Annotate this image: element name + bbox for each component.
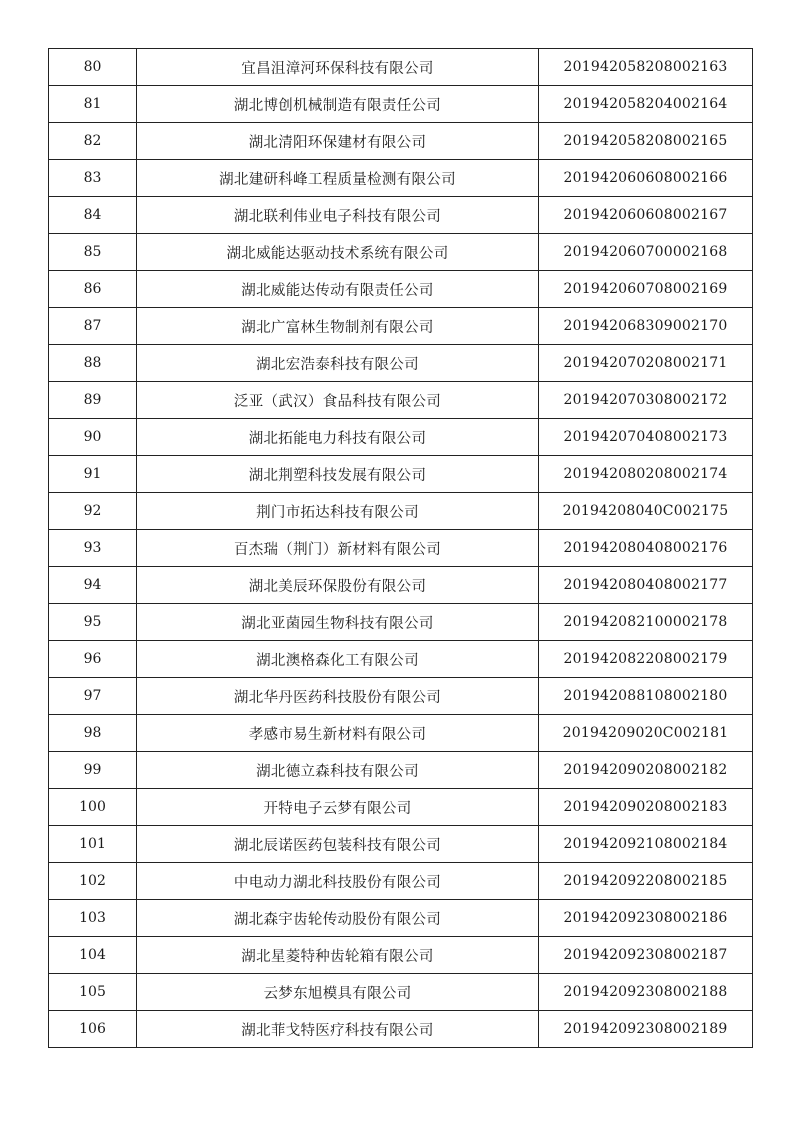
table-row [49, 197, 753, 234]
table-row [49, 567, 753, 604]
registration-code-cell: 201942060608002166 [539, 160, 753, 197]
table-body [49, 49, 753, 1048]
company-name-cell: 湖北华丹医药科技股份有限公司 [137, 678, 539, 715]
company-name-cell: 湖北德立森科技有限公司 [137, 752, 539, 789]
table-row [49, 826, 753, 863]
table-row [49, 86, 753, 123]
row-number-cell: 81 [49, 86, 137, 123]
table-row [49, 752, 753, 789]
company-name-cell: 湖北威能达传动有限责任公司 [137, 271, 539, 308]
registration-code-cell: 201942080208002174 [539, 456, 753, 493]
registration-code-cell: 201942092308002188 [539, 974, 753, 1011]
registration-code-cell: 201942090208002183 [539, 789, 753, 826]
registration-code-cell: 201942082208002179 [539, 641, 753, 678]
row-number-cell: 100 [49, 789, 137, 826]
company-name-cell: 百杰瑞（荆门）新材料有限公司 [137, 530, 539, 567]
registration-code-cell: 201942092308002189 [539, 1011, 753, 1048]
registration-code-cell: 201942070208002171 [539, 345, 753, 382]
company-name-cell: 荆门市拓达科技有限公司 [137, 493, 539, 530]
row-number-cell: 99 [49, 752, 137, 789]
table-row [49, 530, 753, 567]
table-row [49, 345, 753, 382]
row-number-cell: 87 [49, 308, 137, 345]
table-row [49, 715, 753, 752]
row-number-cell: 86 [49, 271, 137, 308]
company-list-table [48, 48, 753, 1048]
row-number-cell: 93 [49, 530, 137, 567]
registration-code-cell: 20194209020C002181 [539, 715, 753, 752]
table-row [49, 123, 753, 160]
company-name-cell: 湖北威能达驱动技术系统有限公司 [137, 234, 539, 271]
registration-code-cell: 201942058208002163 [539, 49, 753, 86]
row-number-cell: 91 [49, 456, 137, 493]
table-row [49, 456, 753, 493]
table-row [49, 234, 753, 271]
table-row [49, 49, 753, 86]
table-row [49, 160, 753, 197]
company-name-cell: 宜昌沮漳河环保科技有限公司 [137, 49, 539, 86]
table-row [49, 974, 753, 1011]
row-number-cell: 104 [49, 937, 137, 974]
row-number-cell: 82 [49, 123, 137, 160]
row-number-cell: 96 [49, 641, 137, 678]
registration-code-cell: 201942090208002182 [539, 752, 753, 789]
company-name-cell: 湖北亚菌园生物科技有限公司 [137, 604, 539, 641]
row-number-cell: 95 [49, 604, 137, 641]
company-name-cell: 湖北菲戈特医疗科技有限公司 [137, 1011, 539, 1048]
registration-code-cell: 201942058208002165 [539, 123, 753, 160]
company-name-cell: 湖北澳格森化工有限公司 [137, 641, 539, 678]
table-row [49, 1011, 753, 1048]
registration-code-cell: 201942060608002167 [539, 197, 753, 234]
company-name-cell: 中电动力湖北科技股份有限公司 [137, 863, 539, 900]
registration-code-cell: 201942068309002170 [539, 308, 753, 345]
registration-code-cell: 20194208040C002175 [539, 493, 753, 530]
registration-code-cell: 201942080408002176 [539, 530, 753, 567]
registration-code-cell: 201942088108002180 [539, 678, 753, 715]
table-row [49, 604, 753, 641]
company-name-cell: 开特电子云梦有限公司 [137, 789, 539, 826]
company-name-cell: 湖北辰诺医药包装科技有限公司 [137, 826, 539, 863]
row-number-cell: 92 [49, 493, 137, 530]
registration-code-cell: 201942092108002184 [539, 826, 753, 863]
table-row [49, 308, 753, 345]
registration-code-cell: 201942082100002178 [539, 604, 753, 641]
registration-code-cell: 201942060708002169 [539, 271, 753, 308]
row-number-cell: 98 [49, 715, 137, 752]
registration-code-cell: 201942080408002177 [539, 567, 753, 604]
row-number-cell: 102 [49, 863, 137, 900]
company-name-cell: 云梦东旭模具有限公司 [137, 974, 539, 1011]
row-number-cell: 94 [49, 567, 137, 604]
row-number-cell: 84 [49, 197, 137, 234]
registration-code-cell: 201942092308002186 [539, 900, 753, 937]
company-name-cell: 泛亚（武汉）食品科技有限公司 [137, 382, 539, 419]
company-name-cell: 湖北森宇齿轮传动股份有限公司 [137, 900, 539, 937]
company-name-cell: 湖北广富林生物制剂有限公司 [137, 308, 539, 345]
row-number-cell: 103 [49, 900, 137, 937]
table-row [49, 678, 753, 715]
company-name-cell: 湖北荆塑科技发展有限公司 [137, 456, 539, 493]
company-list-table-wrapper [48, 48, 752, 1048]
row-number-cell: 106 [49, 1011, 137, 1048]
table-row [49, 271, 753, 308]
table-row [49, 789, 753, 826]
row-number-cell: 97 [49, 678, 137, 715]
row-number-cell: 83 [49, 160, 137, 197]
registration-code-cell: 201942060700002168 [539, 234, 753, 271]
company-name-cell: 湖北博创机械制造有限责任公司 [137, 86, 539, 123]
registration-code-cell: 201942092208002185 [539, 863, 753, 900]
row-number-cell: 85 [49, 234, 137, 271]
table-row [49, 641, 753, 678]
table-row [49, 382, 753, 419]
company-name-cell: 孝感市易生新材料有限公司 [137, 715, 539, 752]
table-row [49, 900, 753, 937]
row-number-cell: 80 [49, 49, 137, 86]
registration-code-cell: 201942092308002187 [539, 937, 753, 974]
row-number-cell: 88 [49, 345, 137, 382]
registration-code-cell: 201942070308002172 [539, 382, 753, 419]
row-number-cell: 90 [49, 419, 137, 456]
table-row [49, 863, 753, 900]
company-name-cell: 湖北拓能电力科技有限公司 [137, 419, 539, 456]
company-name-cell: 湖北宏浩泰科技有限公司 [137, 345, 539, 382]
company-name-cell: 湖北星菱特种齿轮箱有限公司 [137, 937, 539, 974]
table-row [49, 419, 753, 456]
table-row [49, 937, 753, 974]
company-name-cell: 湖北清阳环保建材有限公司 [137, 123, 539, 160]
row-number-cell: 101 [49, 826, 137, 863]
company-name-cell: 湖北联利伟业电子科技有限公司 [137, 197, 539, 234]
registration-code-cell: 201942070408002173 [539, 419, 753, 456]
company-name-cell: 湖北美辰环保股份有限公司 [137, 567, 539, 604]
row-number-cell: 105 [49, 974, 137, 1011]
company-name-cell: 湖北建研科峰工程质量检测有限公司 [137, 160, 539, 197]
registration-code-cell: 201942058204002164 [539, 86, 753, 123]
row-number-cell: 89 [49, 382, 137, 419]
table-row [49, 493, 753, 530]
